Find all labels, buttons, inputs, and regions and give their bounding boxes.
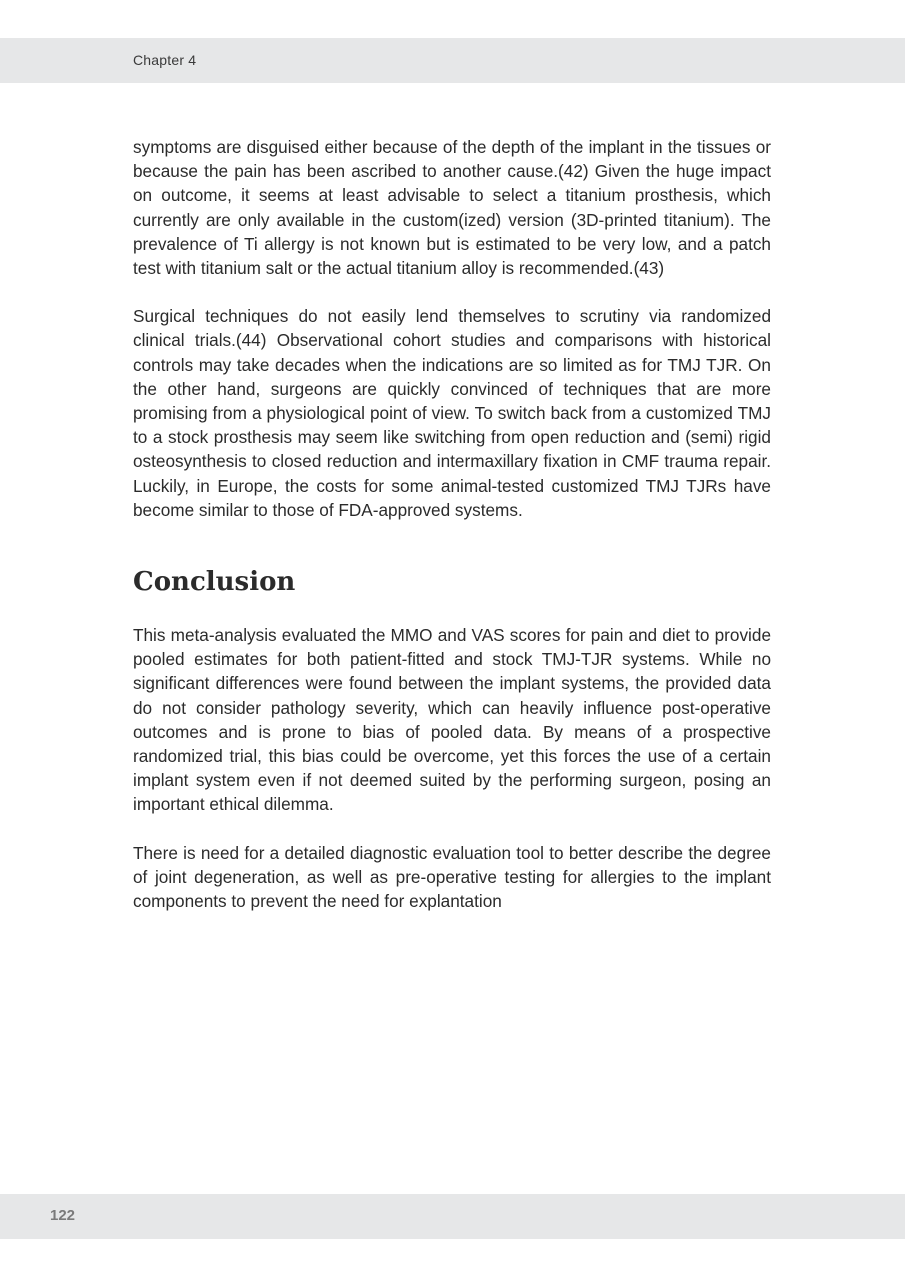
page-body xyxy=(133,135,771,913)
body-paragraph: symptoms are disguised either because of the depth of the implant in the tissues or because the pain has been ascribed to another cause.(42) Given the huge impact on outcome, it seems at least advisable to select a titanium prosthesis, which currently are only available in the custom(ized) version (3D-printed titanium). The prevalence of Ti allergy is not known but is estimated to be very low, and a patch test with titanium salt or the actual titanium alloy is recommended.(43) xyxy=(133,137,771,279)
body-paragraph: This meta-analysis evaluated the MMO and VAS scores for pain and diet to provide pooled estimates for both patient-fitted and stock TMJ-TJR systems. While no significant differences were found between the implant systems, the provided data do not consider pathology severity, which can heavily influence post-operative outcomes and is prone to bias of pooled data. By means of a prospective randomized trial, this bias could be overcome, yet this forces the use of a certain implant system even if not deemed suited by the performing surgeon, posing an important ethical dilemma. xyxy=(133,625,771,815)
body-paragraph: Surgical techniques do not easily lend themselves to scrutiny via randomized clinical trials.(44) Observational cohort studies and comparisons with historical controls may take decades when the indications are so limited as for TMJ TJR. On the other hand, surgeons are quickly convinced of techniques that are more promising from a physiological point of view. To switch back from a customized TMJ to a stock prosthesis may seem like switching from open reduction and (semi) rigid osteosynthesis to closed reduction and intermaxillary fixation in CMF trauma repair. Luckily, in Europe, the costs for some animal-tested customized TMJ TJRs have become similar to those of FDA-approved systems. xyxy=(133,306,771,520)
chapter-label: Chapter 4 xyxy=(133,52,197,68)
page-number: 122 xyxy=(50,1207,76,1224)
running-header xyxy=(0,38,905,83)
body-paragraph: There is need for a detailed diagnostic evaluation tool to better describe the degree of joint degeneration, as well as pre-operative testing for allergies to the implant components to prevent the need for explantation xyxy=(133,842,771,912)
running-footer xyxy=(0,1194,905,1239)
section-heading-conclusion: Conclusion xyxy=(133,567,296,598)
